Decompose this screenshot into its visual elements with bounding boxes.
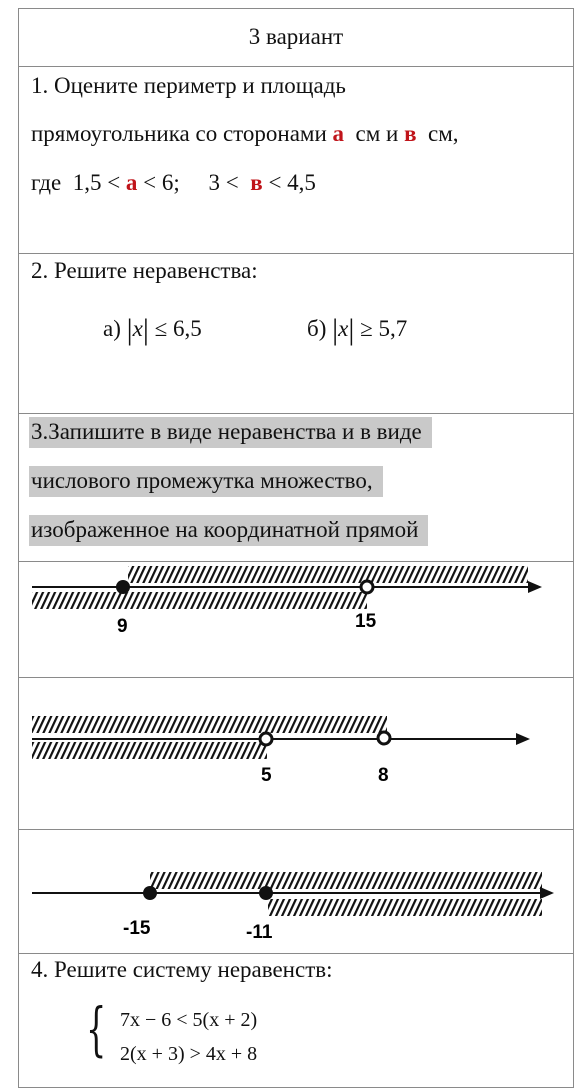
task2-heading: 2. Решите неравенства: <box>31 258 258 283</box>
task1-line1: 1. Оцените периметр и площадь <box>31 73 346 98</box>
point-open <box>260 733 272 745</box>
inequality-a-rhs: ≤ 6,5 <box>148 316 202 341</box>
task1-text: < 6; 3 < <box>137 170 251 195</box>
tick-label: 9 <box>117 616 128 637</box>
task3-highlight: 3.Запишите в виде неравенства и в виде <box>29 417 432 448</box>
variable-b: в <box>250 170 263 195</box>
tick-label: 8 <box>378 765 389 786</box>
hatch-above <box>128 566 528 583</box>
inequality-b: б) |x| ≥ 5,7 <box>307 313 408 346</box>
task1-text: где 1,5 < <box>31 170 126 195</box>
tick-label: -11 <box>246 922 273 943</box>
task1-text: прямоугольника со сторонами <box>31 121 333 146</box>
hatch-above <box>150 872 542 889</box>
system-brace: { <box>86 995 107 1063</box>
task1-text: < 4,5 <box>262 170 316 195</box>
point-filled <box>116 580 130 594</box>
point-filled <box>143 886 157 900</box>
variable-x: x <box>132 316 143 341</box>
number-line-3 <box>32 872 554 943</box>
variable-a: а <box>125 170 138 195</box>
number-line-1 <box>32 566 542 637</box>
task1-text: см и <box>344 121 405 146</box>
point-open <box>378 732 390 744</box>
hatch-above <box>32 716 387 733</box>
system-inequality-1: 7x − 6 < 5(x + 2) <box>120 1009 258 1031</box>
task1-text: см, <box>416 121 459 146</box>
hatch-below <box>32 742 267 759</box>
task4-heading: 4. Решите систему неравенств: <box>31 957 333 982</box>
axis-arrow <box>540 887 554 899</box>
variable-b: в <box>404 121 417 146</box>
hatch-below <box>268 899 542 916</box>
variant-title: 3 вариант <box>248 24 344 49</box>
axis-arrow <box>528 581 542 593</box>
tick-label: 15 <box>355 611 377 632</box>
hatch-below <box>32 592 367 609</box>
task3-highlight: числового промежутка множество, <box>29 466 383 497</box>
inequality-b-rhs: ≥ 5,7 <box>354 316 408 341</box>
variable-a: а <box>332 121 345 146</box>
inequality-a: а) |x| ≤ 6,5 <box>103 313 202 346</box>
number-line-2 <box>32 716 530 786</box>
tick-label: -15 <box>123 918 151 939</box>
task3-highlight: изображенное на координатной прямой <box>29 515 428 546</box>
tick-label: 5 <box>261 765 272 786</box>
axis-arrow <box>516 733 530 745</box>
inequality-b-label: б) <box>307 316 327 341</box>
system-inequality-2: 2(x + 3) > 4x + 8 <box>120 1043 258 1065</box>
point-open <box>361 581 373 593</box>
point-filled <box>259 886 273 900</box>
inequality-a-label: а) <box>103 316 121 341</box>
variable-x: x <box>338 316 349 341</box>
